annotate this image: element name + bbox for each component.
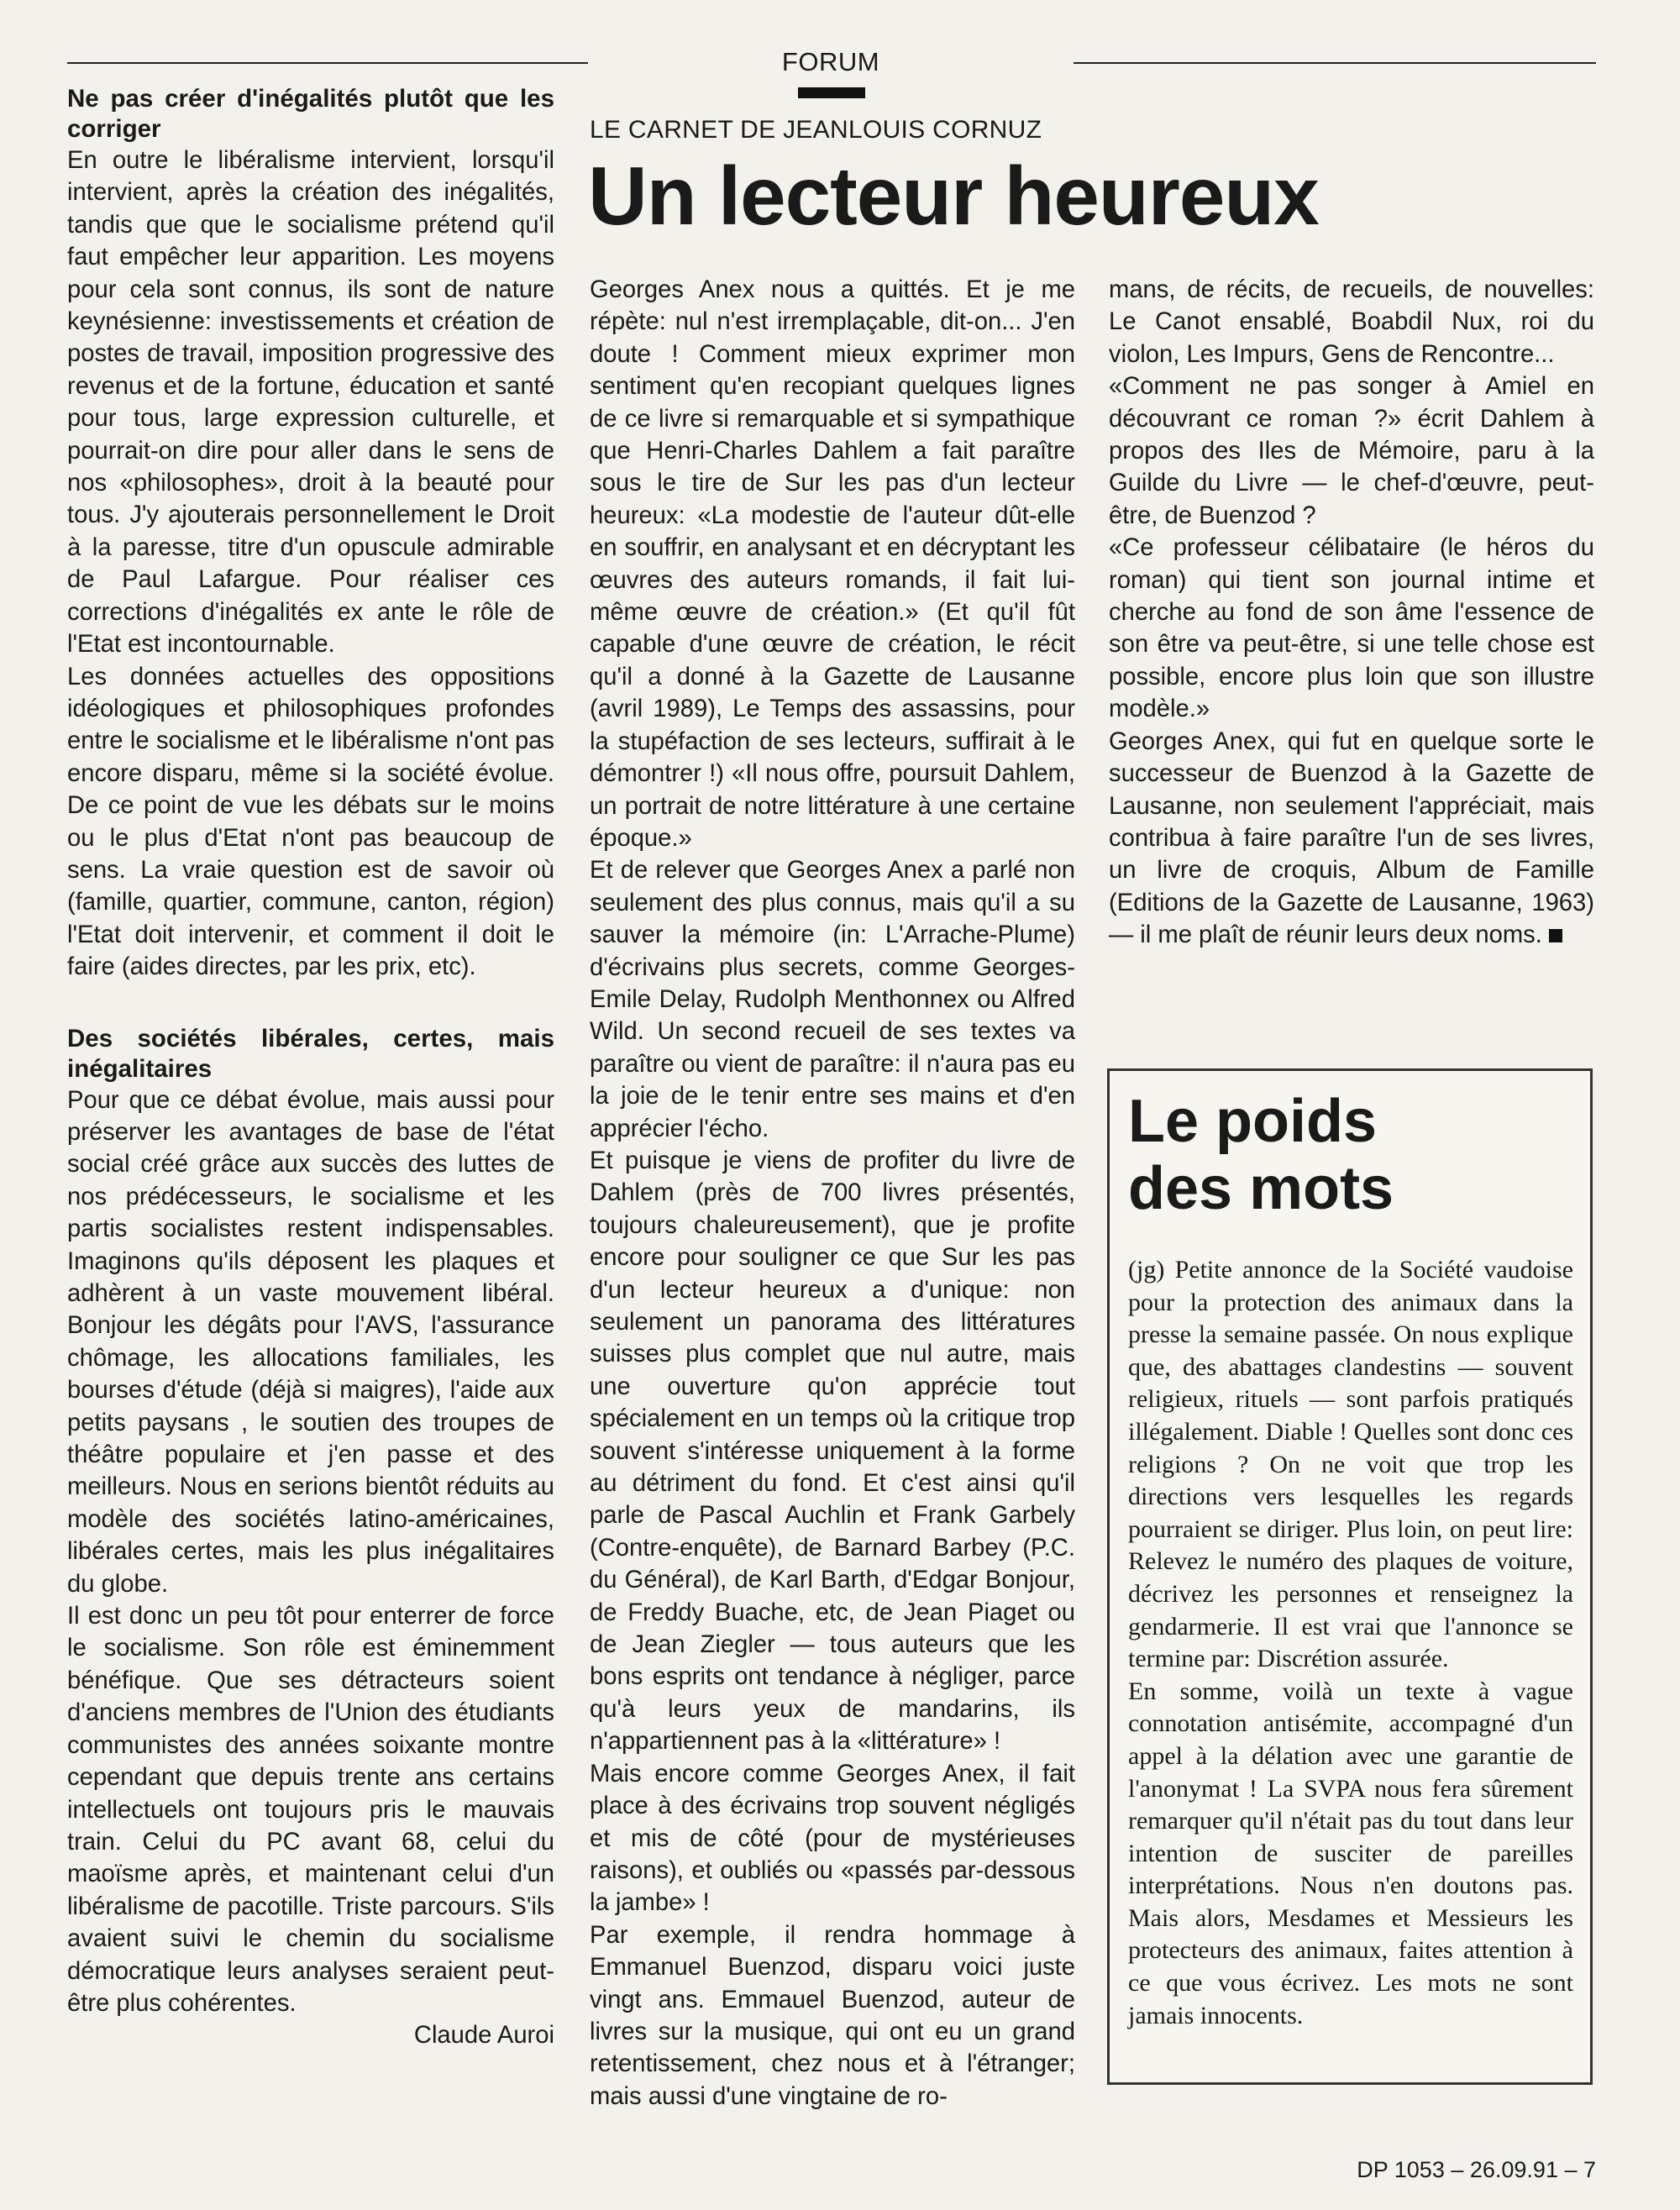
article-headline: Un lecteur heureux [588,150,1319,242]
author-signature: Claude Auroi [413,2022,554,2050]
paragraph: «Comment ne pas songer à Amiel en découvrant ce roman ?» écrit Dahlem à propos des Iles de Mémoire, paru à la Guilde du Livre — le chef-d'œuvre, peut-être, de Buenzod ? [1109,373,1594,529]
subheading-1: Ne pas créer d'inégalités plutôt que les corriger [67,85,554,143]
box-title-line-2: des mots [1128,1155,1394,1222]
paragraph: Les données actuelles des oppositions idéologiques et philosophiques profondes entre le socialisme et le libéralisme n'ont pas encore disparu, même si la société évolue. De ce point de vue les débats sur le moins ou le plus d'Etat n'ont pas beaucoup de sens. La vraie question est de savoir où (famille, quartier, commune, canton, région) l'Etat doit intervenir, et comment il doit le faire (aides directes, par les prix, etc). [67,663,554,981]
paragraph: Pour que ce débat évolue, mais aussi pour préserver les avantages de base de l'état social créé grâce aux succès des luttes de nos prédécesseurs, le socialisme et les partis socialistes restent indispensables. Imaginons qu'ils déposent les plaques et adhèrent à un vaste mouvement libéral. Bonjour les dégâts pour l'AVS, l'assurance chômage, les allocations familiales, les bourses d'étude (déjà si maigres), l'aide aux petits paysans , le soutien des troupes de théâtre populaire et j'en passe et des meilleurs. Nous en serions bientôt réduits au modèle des sociétés latino-américaines, libérales certes, mais les plus inégalitaires du globe. [67,1086,554,1598]
paragraph: Par exemple, il rendra hommage à Emmanuel Buenzod, disparu voici juste vingt ans. Emmauel Buenzod, auteur de livres sur la musique, qui ont eu un grand retentissement, chez nous et à l'étranger; mais aussi d'une vingtaine de ro- [590,1921,1075,2110]
header-rule-left [67,62,588,64]
column-kicker: LE CARNET DE JEANLOUIS CORNUZ [590,116,1042,144]
paragraph: mans, de récits, de recueils, de nouvelles: Le Canot ensablé, Boabdil Nux, roi du violon, Les Impurs, Gens de Rencontre... [1109,276,1594,368]
paragraph: Et puisque je viens de profiter du livre de Dahlem (près de 700 livres présentés, toujours chaleureusement), que je profite encore pour souligner ce que Sur les pas d'un lecteur heureux a d'unique: non seulement un panorama des littératures suisses plus complet que nul autre, mais une ouverture qu'on apprécie tout spécialement en un temps où la critique trop souvent s'intéresse uniquement à la forme au détriment du fond. Et c'est ainsi qu'il parle de Pascal Auchlin et Frank Garbely (Contre-enquête), de Barnard Barbey (P.C. du Général), de Karl Barth, d'Edgar Bonjour, de Freddy Buache, etc, de Jean Piaget ou de Jean Ziegler — tous auteurs que les bons esprits ont tendance à négliger, parce qu'à leurs yeux de mandarins, ils n'appartiennent pas à la «littérature» ! [590,1147,1075,1756]
right-column [1109,274,1594,952]
section-label: FORUM [781,47,880,76]
box-title [1128,1088,1394,1222]
paragraph: Mais encore comme Georges Anex, il fait place à des écrivains trop souvent négligés et mis de côté (pour de mystérieuses raisons), et oubliés ou «passés par-dessous la jambe» ! [590,1760,1075,1917]
paragraph: (jg) Petite annonce de la Société vaudoise pour la protection des animaux dans la presse la semaine passée. On nous explique que, des abattages clandestins — souvent religieux, rituels — sont parfois pratiqués illégalement. Diable ! Quelles sont donc ces religions ? On ne voit que trop les directions vers lesquelles les regards pourraient se diriger. Plus loin, on peut lire: Relevez le numéro des plaques de voiture, décrivez les personnes et renseignez la gendarmerie. Il est vrai que l'annonce se termine par: Discrétion assurée. [1128,1256,1573,1673]
paragraph: En outre le libéralisme intervient, lorsqu'il intervient, après la création des inégalités, tandis que que le socialisme prétend qu'il faut empêcher leur apparition. Les moyens pour cela sont connus, ils sont de nature keynésienne: investissements et création de postes de travail, imposition progressive des revenus et de la fortune, éducation et santé pour tous, large expression culturelle, et pourrait-on dire pour aller dans le sens de nos «philosophes», droit à la beauté pour tous. J'y ajouterais personnellement le Droit à la paresse, titre d'un opuscule admirable de Paul Lafargue. Pour réaliser ces corrections d'inégalités ex ante le rôle de l'Etat est incontournable. [67,147,554,659]
paragraph: Et de relever que Georges Anex a parlé non seulement des plus connus, mais qu'il a su sauver la mémoire (in: L'Arrache-Plume) d'écrivains plus secrets, comme Georges-Emile Delay, Rudolph Menthonnex ou Alfred Wild. Un second recueil de ses textes va paraître ou vient de paraître: il n'aura pas eu la joie de le tenir entre ses mains et d'en apprécier l'écho. [590,857,1075,1142]
paragraph: «Ce professeur célibataire (le héros du roman) qui tient son journal intime et cherche au fond de son âme l'essence de son être va peut-être, si une telle chose est possible, encore plus loin que son illustre modèle.» [1109,534,1594,723]
box-title-line-1: Le poids [1128,1088,1378,1155]
section-marker [798,87,865,98]
end-of-article-mark [1549,929,1562,942]
paragraph [1109,726,1594,952]
header-rule-right [1074,62,1596,64]
page-footer: DP 1053 – 26.09.91 – 7 [1357,2157,1596,2182]
sidebar-box [1107,1068,1593,2085]
paragraph: Il est donc un peu tôt pour enterrer de force le socialisme. Son rôle est éminemment bénéfique. Que ses détracteurs soient d'anciens membres de l'Union des étudiants communistes des années soixante montre cependant que depuis trente ans certains intellectuels ont toujours pris le mauvais train. Celui du PC avant 68, celui du maoïsme après, et maintenant celui d'un libéralisme de pacotille. Triste parcours. S'ils avaient suivi le chemin du socialisme démocratique leurs analyses seraient peut-être plus cohérentes. [67,1603,554,2017]
paragraph: Georges Anex nous a quittés. Et je me répète: nul n'est irremplaçable, dit-on... J'en doute ! Comment mieux exprimer mon sentiment qu'en recopiant quelques lignes de ce livre si remarquable et si sympathique que Henri-Charles Dahlem a fait paraître sous le tire de Sur les pas d'un lecteur heureux: «La modestie de l'auteur dût-elle en souffrir, en analysant et en décryptant les œuvres des auteurs romands, il fait lui-même œuvre de création.» (Et qu'il fût capable d'une œuvre de création, le récit qu'il a donné à la Gazette de Lausanne (avril 1989), Le Temps des assassins, pour la stupéfaction de ses lecteurs, suffirait à le démontrer !) «Il nous offre, poursuit Dahlem, un portrait de notre littérature à une certaine époque.» [590,276,1075,852]
paragraph: En somme, voilà un texte à vague connotation antisémite, accompagné d'un appel à la délation avec une garantie de l'anonymat ! La SVPA nous fera sûrement remarquer qu'il n'était pas du tout dans leur intention de susciter de pareilles interprétations. Nous n'en doutons pas. Mais alors, Mesdames et Messieurs les protecteurs des animaux, faites attention à ce que vous écrivez. Les mots ne sont jamais innocents. [1128,1677,1573,2029]
middle-column [590,274,1075,2113]
box-body [1128,1254,1573,2032]
subheading-2: Des sociétés libérales, certes, mais inégalitaires [67,1024,554,1083]
left-column [67,84,554,2052]
paragraph-text: Georges Anex, qui fut en quelque sorte le successeur de Buenzod à la Gazette de Lausanne, non seulement l'appréciait, mais contribua à faire paraître l'un de ses livres, un livre de croquis, Album de Famille (Editions de la Gazette de Lausanne, 1963) — il me plaît de réunir leurs deux noms. [1109,727,1594,949]
